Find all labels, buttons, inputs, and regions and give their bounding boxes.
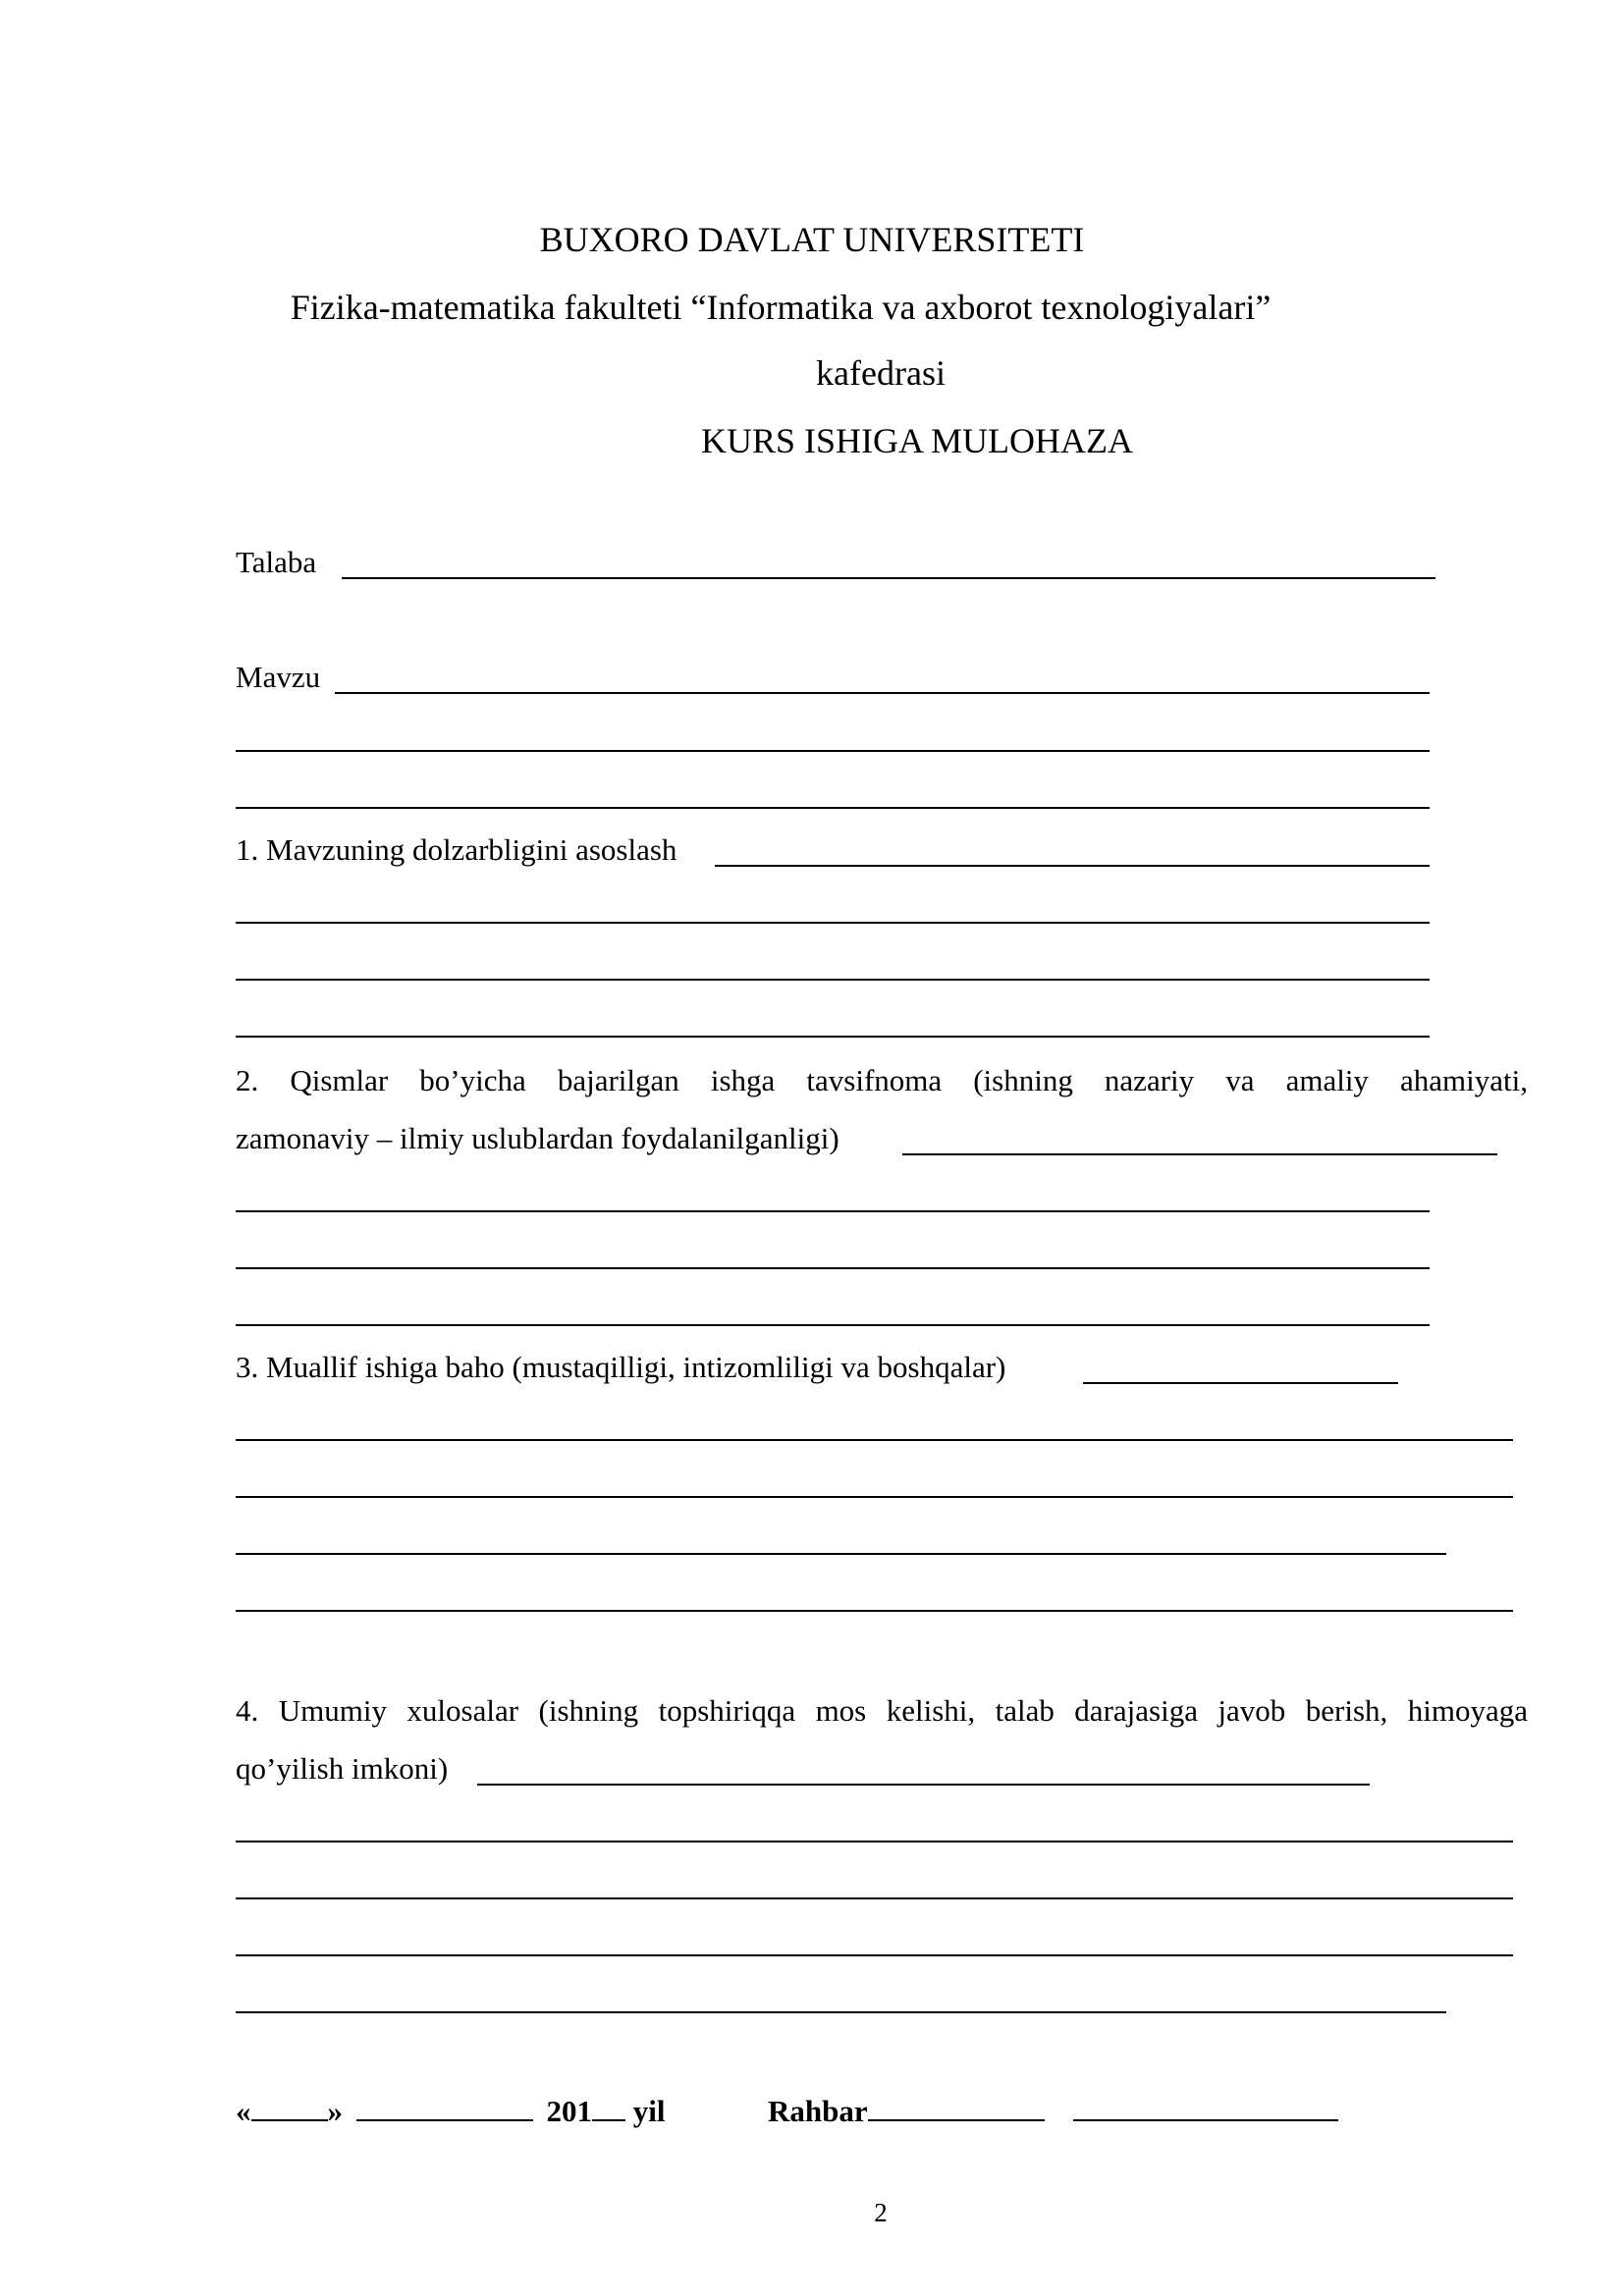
student-blank-line[interactable] [342,577,1435,579]
supervisor-signature-blank[interactable] [868,2094,1045,2121]
item3-blank-line-3[interactable] [236,1496,1513,1498]
item3-label: 3. Muallif ishiga baho (mustaqilligi, intizomliligi va boshqalar) [236,1350,1006,1384]
item1-blank-line-3[interactable] [236,979,1430,981]
day-blank[interactable] [251,2094,328,2121]
item4-blank-line-2[interactable] [236,1841,1513,1842]
item2-blank-line[interactable] [902,1153,1497,1155]
supervisor-signature [768,2092,1338,2131]
item3-blank-line-4[interactable] [236,1553,1446,1555]
quote-close: » [327,2094,343,2128]
item2-label-line2: zamonaviy – ilmiy uslublardan foydalanilganligi) [236,1121,839,1155]
item1-label: 1. Mavzuning dolzarbligini asoslash [236,832,677,867]
supervisor-name-blank[interactable] [1073,2094,1338,2121]
item2-blank-line-2[interactable] [236,1210,1430,1212]
item1-blank-line[interactable] [715,865,1430,867]
item4-blank-line-5[interactable] [236,2011,1446,2013]
item4-blank-line-4[interactable] [236,1954,1513,1956]
item4-label-line2: qo’yilish imkoni) [236,1751,449,1786]
item3-blank-line-2[interactable] [236,1439,1513,1441]
item1-blank-line-2[interactable] [236,922,1430,924]
item2-blank-line-4[interactable] [236,1324,1430,1326]
topic-field [236,658,320,697]
item1-blank-line-4[interactable] [236,1036,1430,1038]
department-line: kafedrasi [816,353,946,393]
signature-date-line [236,2092,665,2131]
item3-blank-line[interactable] [1083,1382,1398,1384]
topic-blank-line-3[interactable] [236,807,1430,809]
month-blank[interactable] [356,2094,533,2121]
item4-label-line1: 4. Umumiy xulosalar (ishning topshiriqqa mos kelishi, talab darajasiga javob berish, himoyaga [236,1693,1528,1728]
topic-blank-line-2[interactable] [236,750,1430,752]
item4-blank-line[interactable] [477,1784,1370,1786]
item2-blank-line-3[interactable] [236,1267,1430,1269]
topic-label: Mavzu [236,660,321,694]
student-label: Talaba [236,545,317,579]
year-prefix: 201 [546,2094,592,2128]
item2-label-line1: 2. Qismlar bo’yicha bajarilgan ishga tavsifnoma (ishning nazariy va amaliy ahamiyati, [236,1063,1528,1097]
faculty-line: Fizika-matematika fakulteti “Informatika va axborot texnologiyalari” [290,288,1272,327]
year-suffix: yil [632,2094,666,2128]
document-title: KURS ISHIGA MULOHAZA [700,421,1133,460]
year-blank[interactable] [592,2094,625,2121]
item4-blank-line-3[interactable] [236,1897,1513,1899]
student-field [236,543,316,582]
topic-blank-line[interactable] [335,692,1430,694]
page-number: 2 [874,2198,888,2227]
item3-blank-line-5[interactable] [236,1610,1513,1612]
supervisor-label: Rahbar [768,2094,868,2128]
quote-open: « [236,2094,251,2128]
university-name: BUXORO DAVLAT UNIVERSITETI [539,220,1085,259]
